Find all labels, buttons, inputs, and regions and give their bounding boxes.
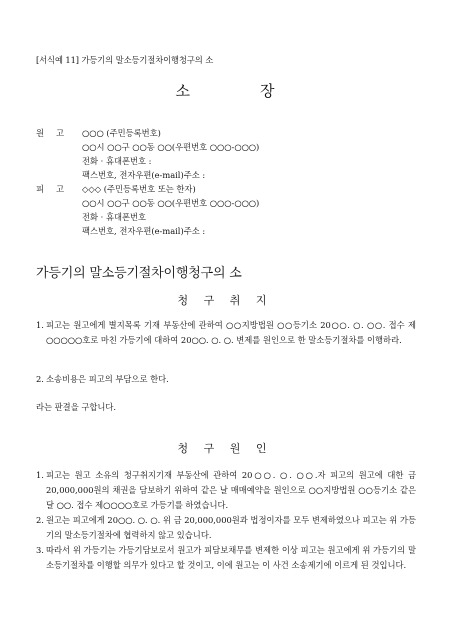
defendant-address: ○○시 ○○구 ○○동 ○○(우편번호 ○○○-○○○): [82, 198, 260, 208]
claim-cause-item-1: 1. 피고는 원고 소유의 청구취지기재 부동산에 관하여 20○○. ○. ○○.자 피고의 원고에 대한 금 20,000,000원의 채권을 담보하기 위하여 같은 날 매매예약을 원인으로 ○○지방법원 ○○등기소 같은 달 ○○. 접수 제○○○○호로 가등기를 하였습니다.: [36, 470, 416, 510]
claim-cause-item-2: 2. 원고는 피고에게 20○○. ○. ○. 위 금 20,000,000원과 법정이자를 모두 변제하였으나 피고는 위 가등기의 말소등기절차에 협력하지 않고 있습니다.: [36, 515, 416, 540]
plaintiff-fax-email: 팩스번호, 전자우편(e-mail)주소 :: [82, 170, 206, 180]
claim-cause-heading: 청 구 원 인: [177, 442, 273, 455]
claim-purpose-item-1: 1. 피고는 원고에게 별지목록 기재 부동산에 관하여 ○○지방법원 ○○등기소 20○○. ○. ○○. 접수 제○○○○○호로 마친 가등기에 대하여 20○○. ○. ○. 변제를 원인으로 한 말소등기절차를 이행하라.: [36, 320, 416, 345]
form-label: [서식예 11] 가등기의 말소등기절차이행청구의 소: [36, 55, 214, 65]
defendant-phone: 전화 · 휴대폰번호: [82, 212, 147, 222]
case-title: 가등기의 말소등기절차이행청구의 소: [36, 266, 242, 281]
plaintiff-phone: 전화 · 휴대폰번호 :: [82, 156, 152, 166]
plaintiff-address: ○○시 ○○구 ○○동 ○○(우편번호 ○○○-○○○): [82, 142, 260, 152]
document-title: [0, 80, 450, 101]
defendant-fax-email: 팩스번호, 전자우편(e-mail)주소 :: [82, 226, 206, 236]
claim-purpose-closing: 라는 판결을 구합니다.: [36, 402, 117, 412]
defendant-role: 피 고: [36, 184, 65, 194]
document-title-char-2: 장: [260, 82, 275, 100]
claim-purpose-heading: 청 구 취 지: [177, 294, 273, 307]
defendant-name: ◇◇◇ (주민등록번호 또는 한자): [82, 184, 196, 194]
claim-cause-item-3: 3. 따라서 위 가등기는 가등기담보로서 원고가 피담보채무를 변제한 이상 피고는 원고에게 위 가등기의 말소등기절차를 이행할 의무가 있다고 할 것이고, 이에 원고는 이 사건 소송제기에 이르게 된 것입니다.: [36, 545, 416, 570]
document-title-char-1: 소: [175, 82, 190, 100]
plaintiff-role: 원 고: [36, 128, 65, 138]
claim-purpose-item-2: 2. 소송비용은 피고의 부담으로 한다.: [36, 374, 169, 384]
plaintiff-name: ○○○ (주민등록번호): [82, 128, 161, 138]
